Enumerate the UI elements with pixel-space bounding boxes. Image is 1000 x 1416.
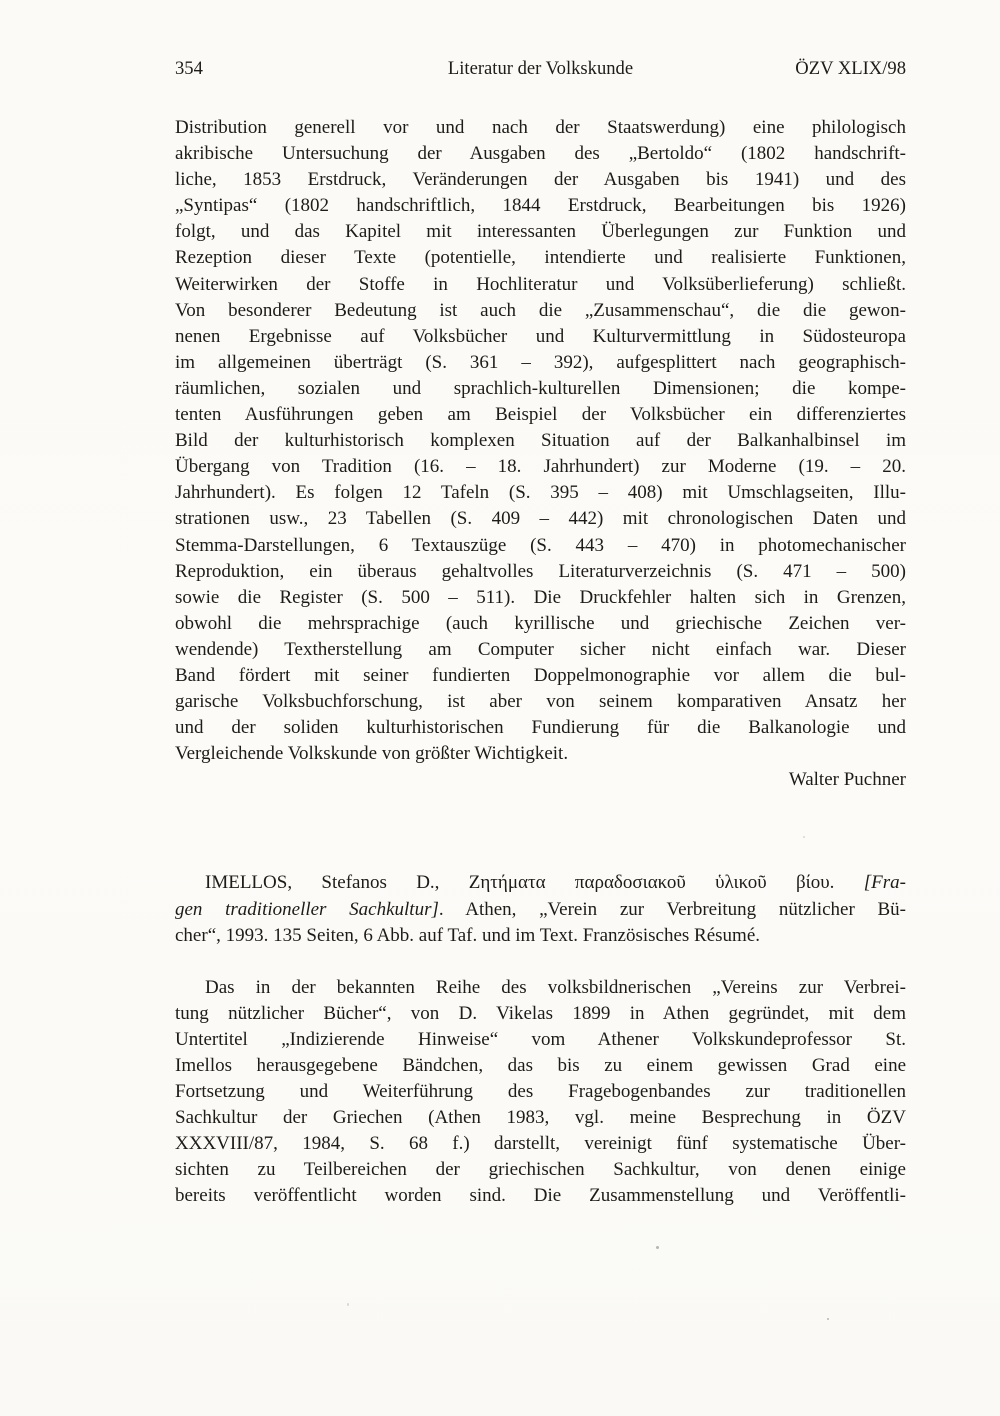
review-heading-imellos <box>175 870 906 948</box>
text-line: tung nützlicher Bücher“, von D. Vikelas 1899 in Athen gegründet, mit dem <box>175 1002 906 1024</box>
text-line: strationen usw., 23 Tabellen (S. 409 – 442) mit chronologischen Daten und <box>175 508 906 530</box>
heading-publication-info: . Athen, „Verein zur Verbreitung nützlicher Bü- <box>438 898 906 920</box>
text-line: und der soliden kulturhistorischen Fundierung für die Balkanologie und <box>175 717 906 739</box>
text-line: Von besonderer Bedeutung ist auch die „Zusammenschau“, die die gewon- <box>175 299 906 321</box>
page-number: 354 <box>175 58 203 79</box>
text-line: bereits veröffentlicht worden sind. Die Zusammenstellung und Veröffentli- <box>175 1185 906 1207</box>
page-content <box>175 57 906 1210</box>
heading-author-and-title: IMELLOS, Stefanos D., Ζητήματα παραδοσιακοῦ ὑλικοῦ βίου. <box>205 872 864 894</box>
running-title: Literatur der Volkskunde <box>447 58 634 79</box>
heading-line-3 <box>175 923 906 949</box>
reviewer-signature: Walter Puchner <box>788 769 906 791</box>
text-line: wendende) Textherstellung am Computer sicher nicht einfach war. Dieser <box>175 638 906 660</box>
text-line: sichten zu Teilbereichen der griechischen Sachkultur, von denen einige <box>175 1159 906 1181</box>
text-line: Bild der kulturhistorisch komplexen Situation auf der Balkanhalbinsel im <box>175 430 906 452</box>
text-line: Band fördert mit seiner fundierten Doppelmonographie vor allem die bul- <box>175 664 906 686</box>
review-body-imellos <box>175 975 906 1210</box>
scan-artifact <box>347 1303 349 1306</box>
text-line: Vergleichende Volkskunde von größter Wichtigkeit. <box>175 743 569 765</box>
review-body-puchner <box>175 115 906 767</box>
text-line: folgt, und das Kapitel mit interessanten Überlegungen zur Funktion und <box>175 221 906 243</box>
heading-line-1 <box>175 870 906 896</box>
page-header <box>175 57 906 81</box>
text-line: im allgemeinen überträgt (S. 361 – 392), aufgesplittert nach geographisch- <box>175 351 906 373</box>
heading-line-2 <box>175 897 906 923</box>
text-line: sowie die Register (S. 500 – 511). Die Druckfehler halten sich in Grenzen, <box>175 586 906 608</box>
journal-reference: ÖZV XLIX/98 <box>795 58 906 79</box>
text-line: tenten Ausführungen geben am Beispiel der Volksbücher ein differenziertes <box>175 404 906 426</box>
text-line: räumlichen, sozialen und sprachlich-kulturellen Dimensionen; die kompe- <box>175 377 906 399</box>
heading-subtitle-italic-end: gen traditioneller Sachkultur] <box>175 898 439 920</box>
scan-artifact <box>803 836 805 838</box>
text-line: Jahrhundert). Es folgen 12 Tafeln (S. 395 – 408) mit Umschlagseiten, Illu- <box>175 482 906 504</box>
text-line: XXXVIII/87, 1984, S. 68 f.) darstellt, vereinigt fünf systematische Über- <box>175 1133 906 1155</box>
text-line: liche, 1853 Erstdruck, Veränderungen der Ausgaben bis 1941) und des <box>175 169 906 191</box>
text-line: Reproduktion, ein überaus gehaltvolles Literaturverzeichnis (S. 471 – 500) <box>175 560 906 582</box>
text-line: obwohl die mehrsprachige (auch kyrillische und griechische Zeichen ver- <box>175 612 906 634</box>
scan-artifact <box>656 1246 659 1249</box>
text-line: „Syntipas“ (1802 handschriftlich, 1844 Erstdruck, Bearbeitungen bis 1926) <box>175 195 906 217</box>
heading-subtitle-italic-start: [Fra- <box>863 872 906 894</box>
heading-publication-details: cher“, 1993. 135 Seiten, 6 Abb. auf Taf. und im Text. Französisches Résumé. <box>175 924 761 946</box>
text-line: Untertitel „Indizierende Hinweise“ vom Athener Volkskundeprofessor St. <box>175 1028 906 1050</box>
text-line: Stemma-Darstellungen, 6 Textauszüge (S. 443 – 470) in photomechanischer <box>175 534 906 556</box>
scan-artifact <box>827 1318 829 1320</box>
text-line: Fortsetzung und Weiterführung des Fragebogenbandes zur traditionellen <box>175 1081 906 1103</box>
text-line: Weiterwirken der Stoffe in Hochliteratur und Volksüberlieferung) schließt. <box>175 273 906 295</box>
text-line: garische Volksbuchforschung, ist aber von seinem komparativen Ansatz her <box>175 691 906 713</box>
text-line: nenen Ergebnisse auf Volksbücher und Kulturvermittlung in Südosteuropa <box>175 325 906 347</box>
text-line: akribische Untersuchung der Ausgaben des „Bertoldo“ (1802 handschrift- <box>175 143 906 165</box>
text-line: Sachkultur der Griechen (Athen 1983, vgl. meine Besprechung in ÖZV <box>175 1107 906 1129</box>
text-line: Imellos herausgegebene Bändchen, das bis zu einem gewissen Grad eine <box>175 1055 906 1076</box>
text-line: Rezeption dieser Texte (potentielle, intendierte und realisierte Funktionen, <box>175 247 906 269</box>
text-line: Das in der bekannten Reihe des volksbildnerischen „Vereins zur Verbrei- <box>205 976 906 998</box>
text-line: Distribution generell vor und nach der Staatswerdung) eine philologisch <box>175 117 906 138</box>
text-line: Übergang von Tradition (16. – 18. Jahrhundert) zur Moderne (19. – 20. <box>175 456 906 478</box>
